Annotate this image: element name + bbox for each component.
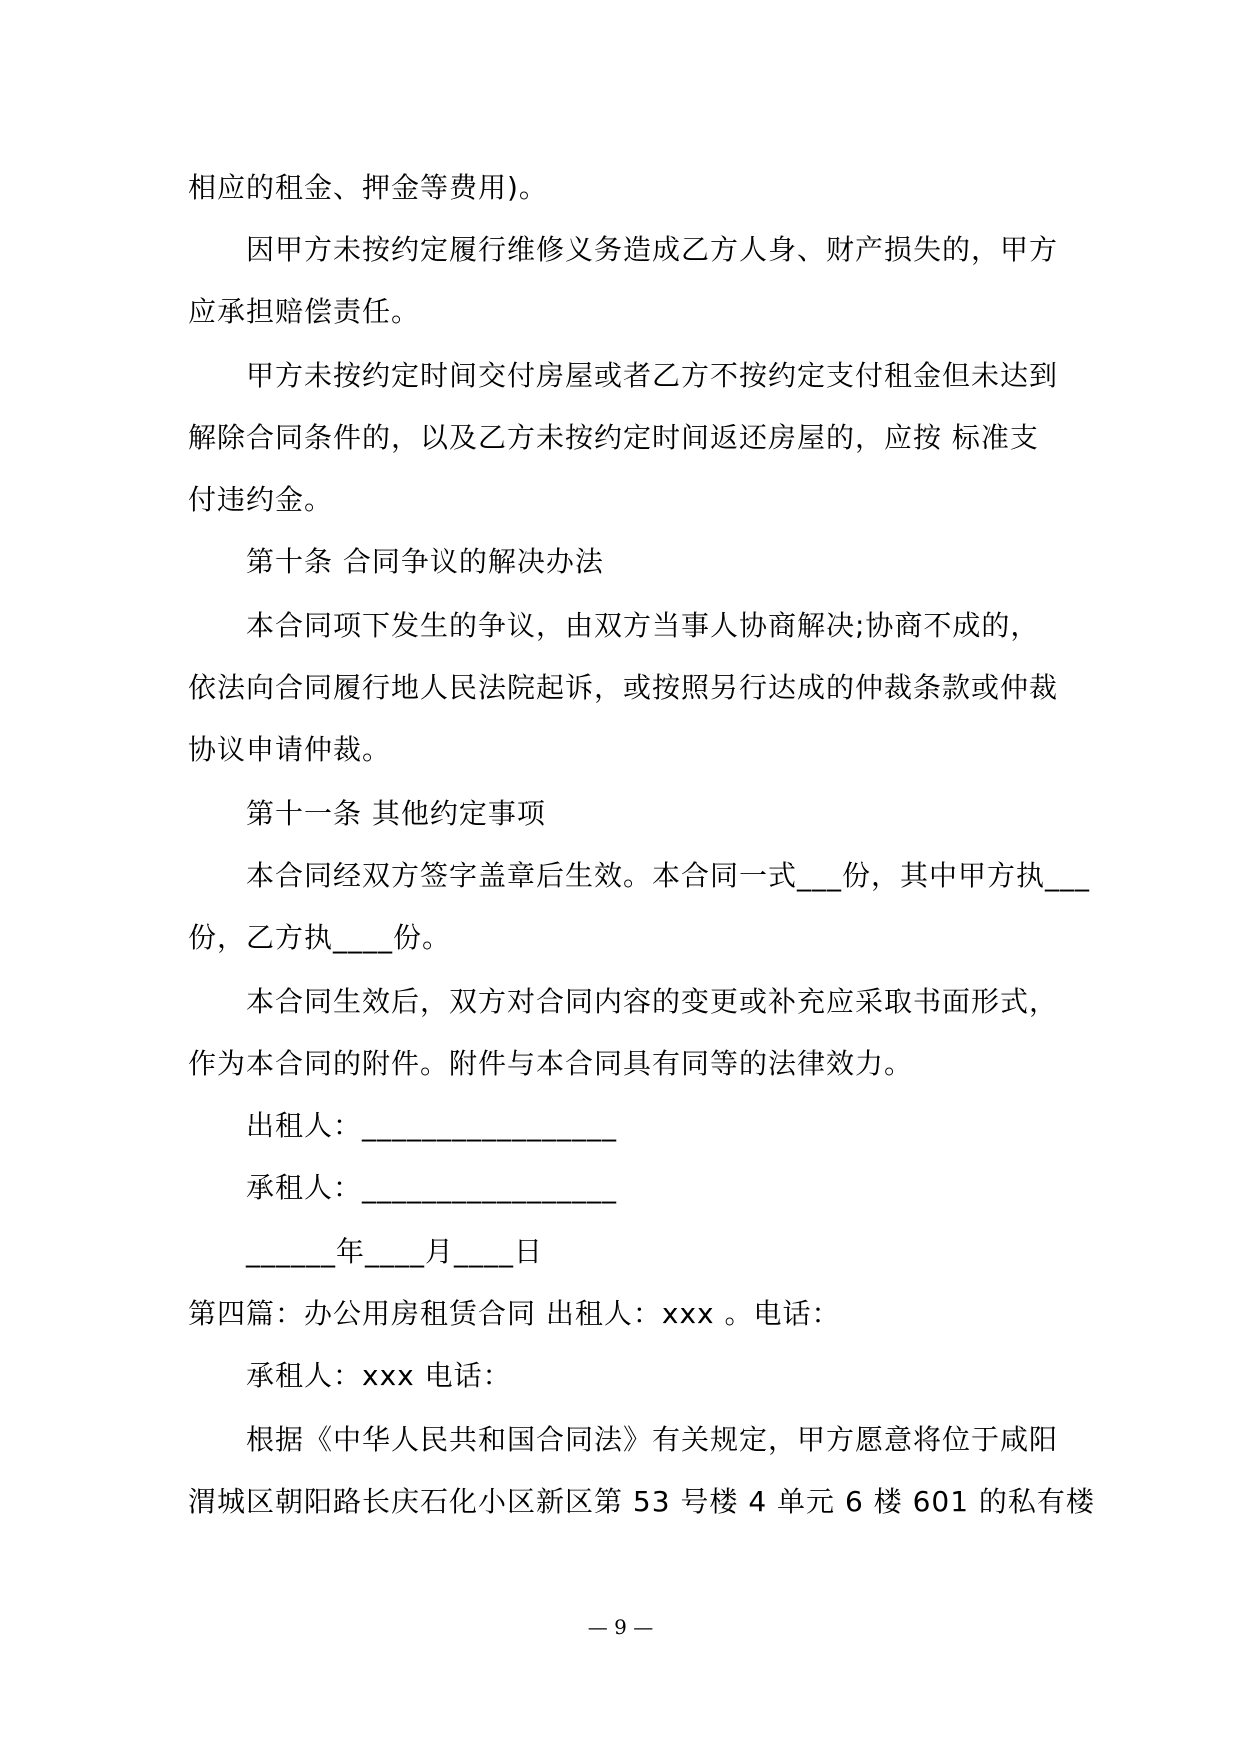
section-heading: 第四篇：办公用房租赁合同 出租人：xxx 。电话： <box>188 1297 841 1330</box>
text-line: 渭城区朝阳路长庆石化小区新区第 53 号楼 4 单元 6 楼 601 的私有楼 <box>188 1485 1095 1518</box>
section-heading: 第十条 合同争议的解决办法 <box>246 545 604 578</box>
text-line: 协议申请仲裁。 <box>188 733 392 766</box>
text-line: 本合同生效后，双方对合同内容的变更或补充应采取书面形式， <box>246 985 1059 1018</box>
text-line: 根据《中华人民共和国合同法》有关规定，甲方愿意将位于咸阳 <box>246 1423 1059 1456</box>
text-line: 解除合同条件的，以及乙方未按约定时间返还房屋的，应按 标准支 <box>188 421 1039 454</box>
date-line: ______年____月____日 <box>246 1235 544 1268</box>
text-line: 承租人：xxx 电话： <box>246 1359 512 1392</box>
text-line: 因甲方未按约定履行维修义务造成乙方人身、财产损失的，甲方 <box>246 233 1059 266</box>
text-line: 本合同经双方签字盖章后生效。本合同一式___份，其中甲方执___ <box>246 859 1091 892</box>
text-line: 份，乙方执____份。 <box>188 921 452 954</box>
lessor-signature-line: 出租人：_________________ <box>246 1109 618 1142</box>
text-line: 作为本合同的附件。附件与本合同具有同等的法律效力。 <box>188 1047 914 1080</box>
text-line: 本合同项下发生的争议，由双方当事人协商解决;协商不成的， <box>246 609 1040 642</box>
section-heading: 第十一条 其他约定事项 <box>246 797 546 830</box>
page-number: — 9 — <box>587 1615 654 1639</box>
lessee-signature-line: 承租人：_________________ <box>246 1171 618 1204</box>
text-line: 依法向合同履行地人民法院起诉，或按照另行达成的仲裁条款或仲裁 <box>188 671 1059 704</box>
text-line: 应承担赔偿责任。 <box>188 295 421 328</box>
text-line: 相应的租金、押金等费用)。 <box>188 171 548 204</box>
text-line: 甲方未按约定时间交付房屋或者乙方不按约定支付租金但未达到 <box>246 359 1059 392</box>
text-line: 付违约金。 <box>188 483 334 516</box>
